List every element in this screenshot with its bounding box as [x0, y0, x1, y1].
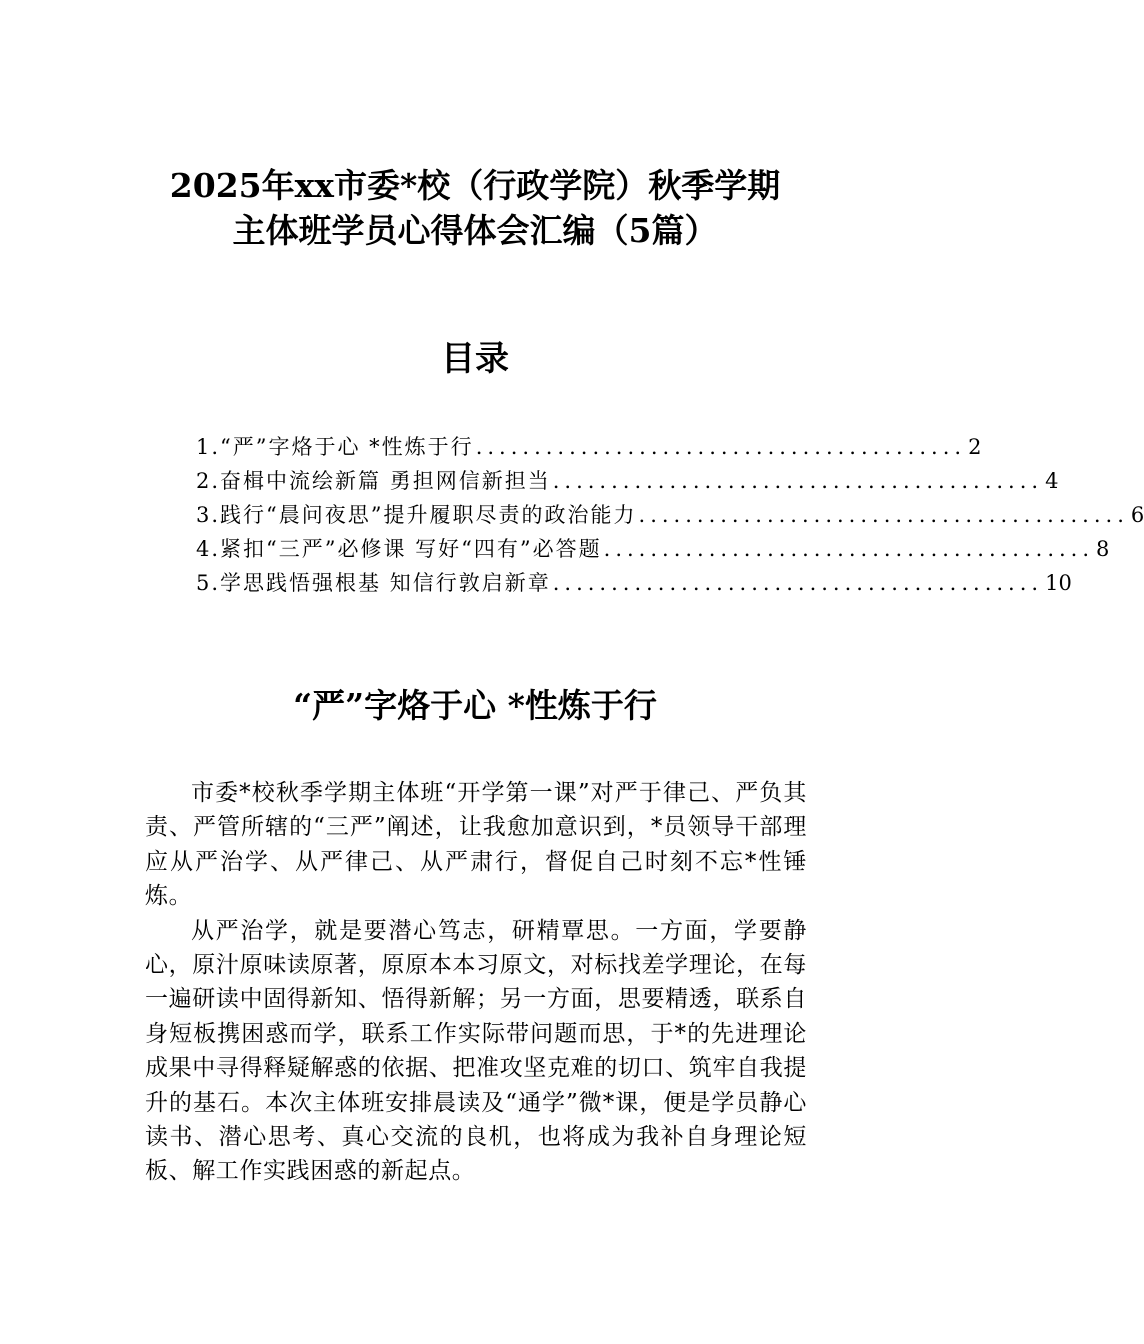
toc-entry-page: 10 [1045, 571, 1072, 595]
toc-dot-leader: .......................................... [603, 537, 1095, 561]
toc-entry-label: 4.紧扣“三严”必修课 写好“四有”必答题 [196, 537, 602, 561]
toc-entry-page: 4 [1045, 469, 1059, 493]
toc-entry-label: 1.“严”字烙于心 *性炼于行 [196, 435, 474, 459]
article-body [145, 776, 807, 1189]
article-paragraph: 市委*校秋季学期主体班“开学第一课”对严于律己、严负其责、严管所辖的“三严”阐述，让我愈加意识到，*员领导干部理应从严治学、从严律己、从严肃行，督促自己时刻不忘*性锤炼。 [145, 780, 807, 910]
toc-entry[interactable] [196, 566, 1072, 600]
toc-entry-label: 5.学思践悟强根基 知信行敦启新章 [196, 571, 551, 595]
toc-entry-page: 2 [968, 435, 982, 459]
document-title-line-2: 主体班学员心得体会汇编（5篇） [232, 211, 718, 250]
article-paragraph: 从严治学，就是要潜心笃志，研精覃思。一方面，学要静心，原汁原味读原著，原原本本习原文，对标找差学理论，在每一遍研读中固得新知、悟得新解；另一方面，思要精透，联系自身短板携困惑而学，联系工作实际带问题而思，于*的先进理论成果中寻得释疑解惑的依据、把准攻坚克难的切口、筑牢自我提升的基石。本次主体班安排晨读及“通学”微*课，便是学员静心读书、潜心思考、真心交流的良机，也将成为我补自身理论短板、解工作实践困惑的新起点。 [145, 917, 807, 1185]
toc-dot-leader: .......................................... [552, 571, 1044, 595]
toc-entry-label: 2.奋楫中流绘新篇 勇担网信新担当 [196, 469, 551, 493]
toc-entry-page: 6 [1130, 503, 1144, 527]
toc-entry[interactable] [196, 532, 1110, 566]
toc-entry-page: 8 [1096, 537, 1110, 561]
article-title: “严”字烙于心 *性炼于行 [293, 686, 657, 725]
toc-heading: 目录 [441, 339, 509, 379]
toc-dot-leader: .......................................... [475, 435, 967, 459]
table-of-contents [196, 430, 1144, 600]
toc-entry[interactable] [196, 498, 1144, 532]
toc-entry-label: 3.践行“晨问夜思”提升履职尽责的政治能力 [196, 503, 637, 527]
toc-entry[interactable] [196, 430, 982, 464]
toc-dot-leader: .......................................... [638, 503, 1129, 527]
toc-dot-leader: .......................................... [552, 469, 1044, 493]
toc-entry[interactable] [196, 464, 1059, 498]
document-title-line-1: 2025年xx市委*校（行政学院）秋季学期 [169, 166, 781, 205]
